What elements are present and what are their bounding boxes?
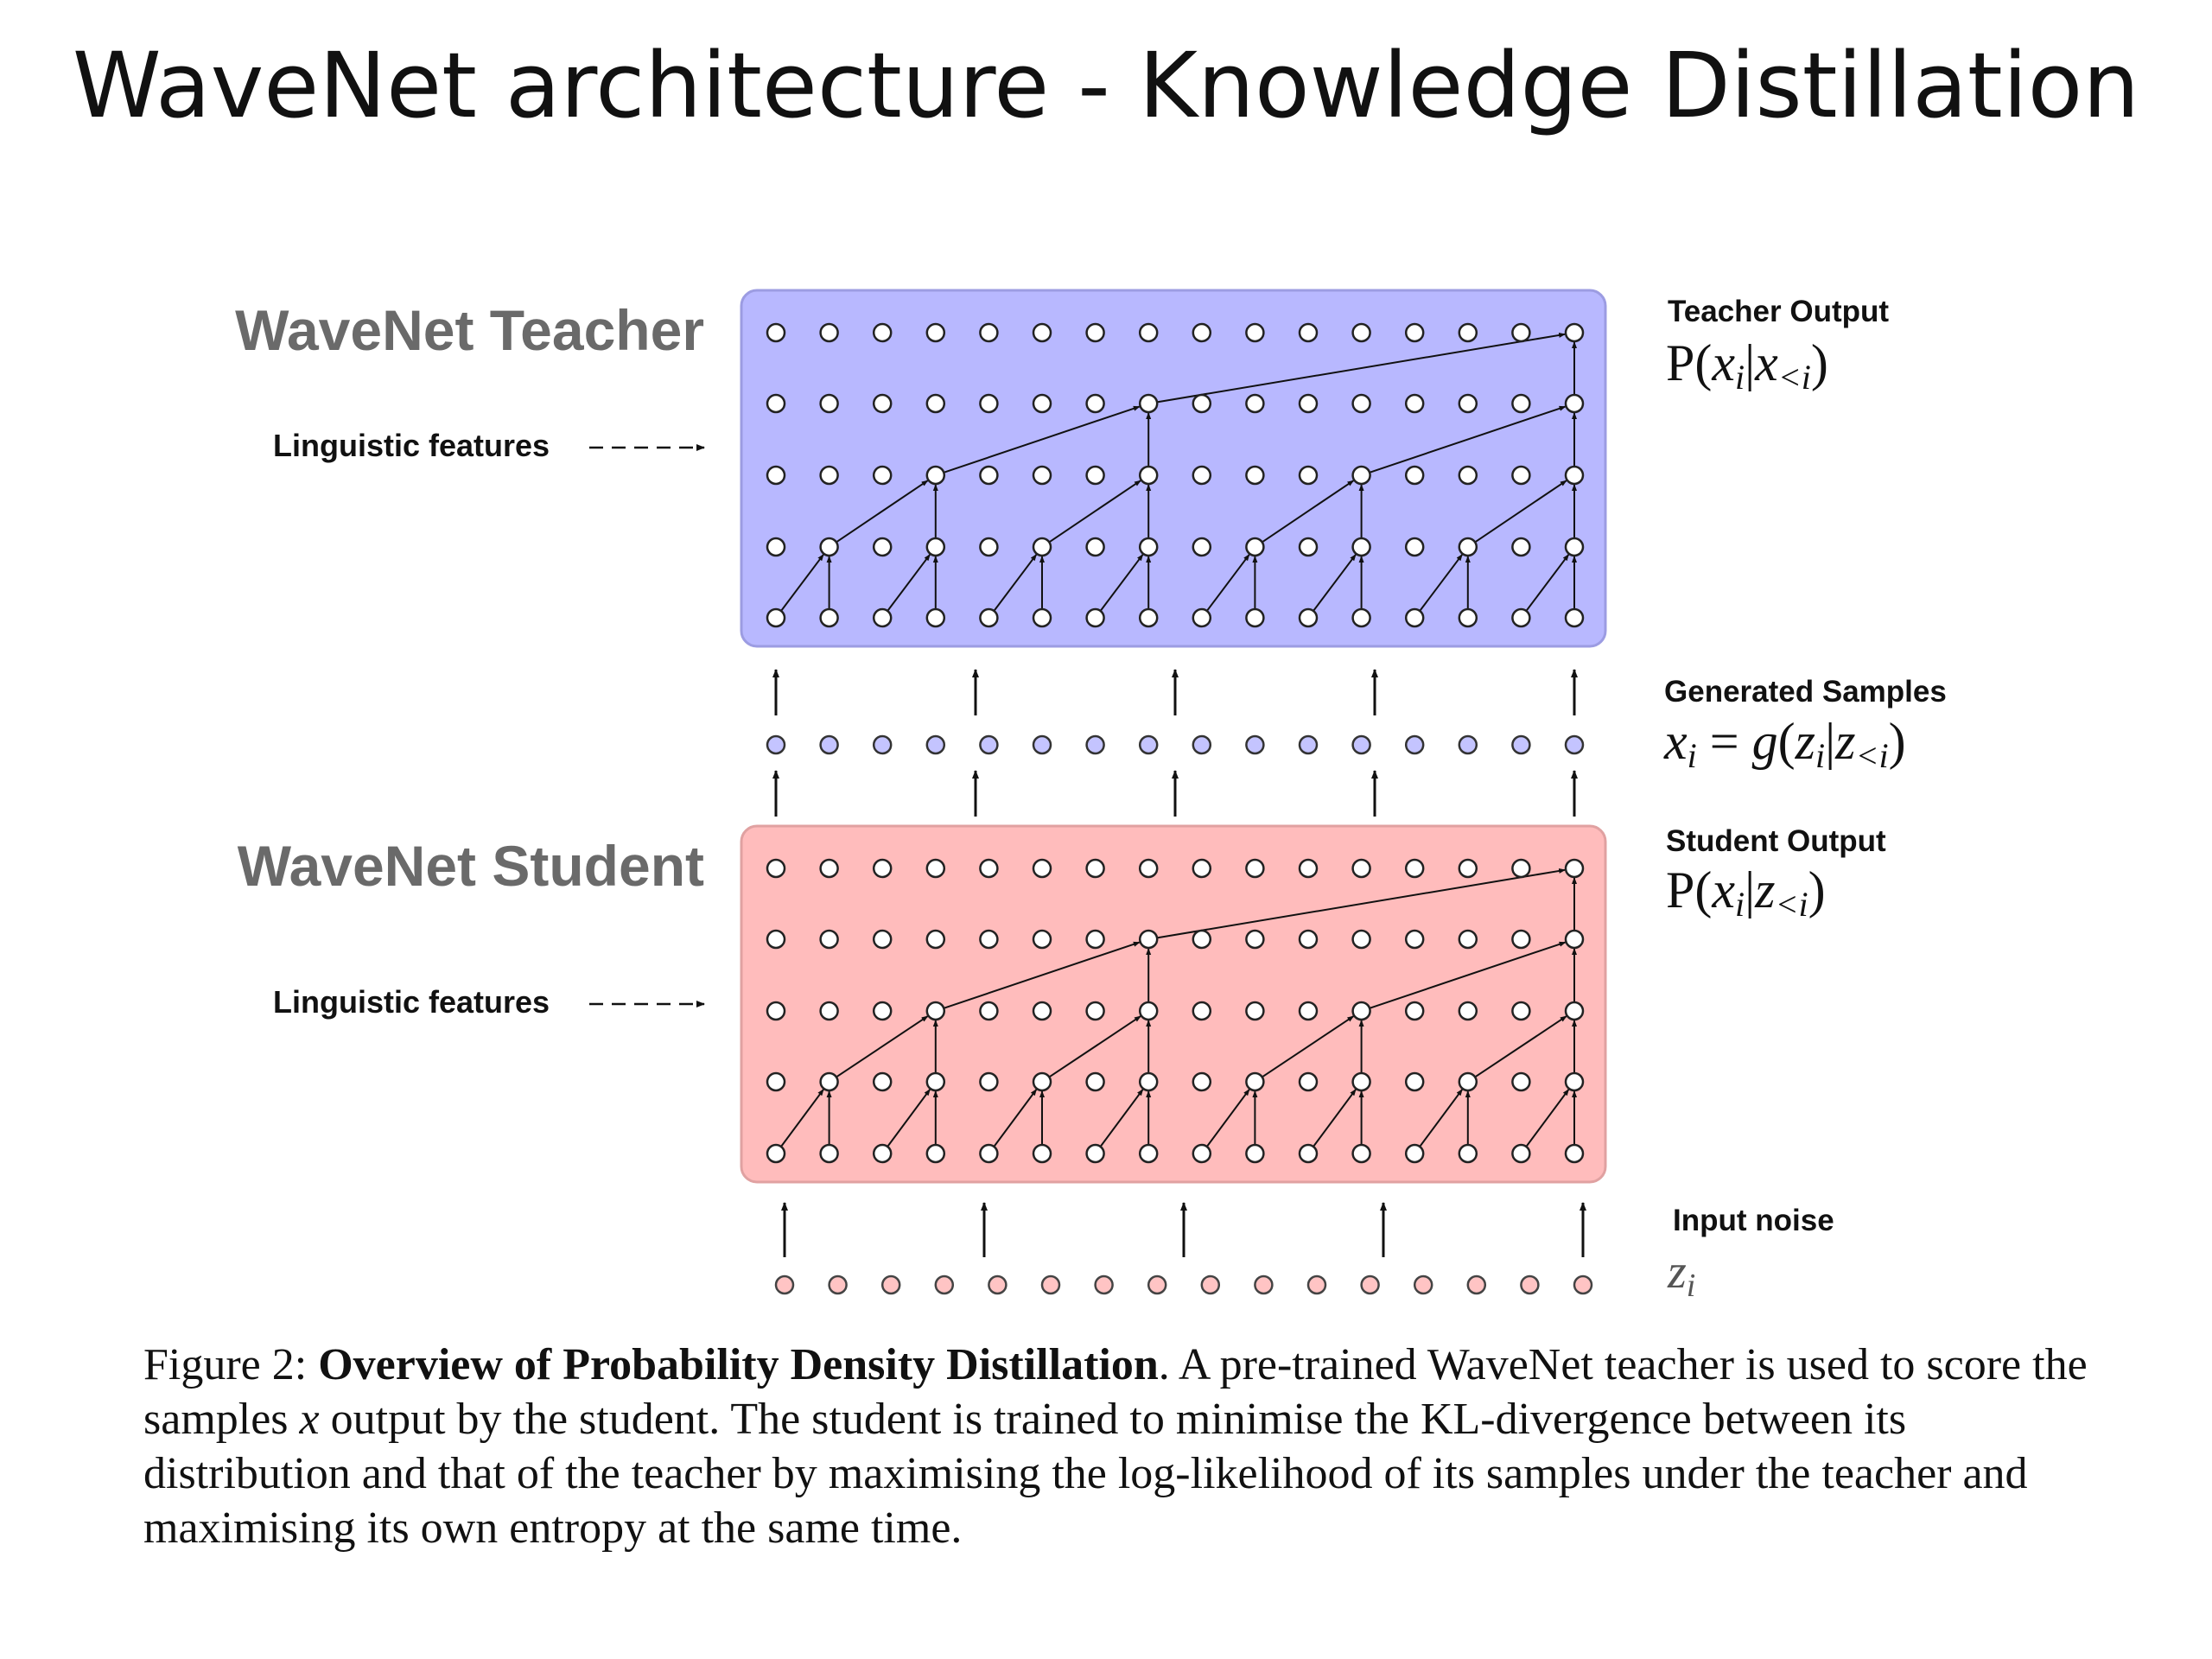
generated-sample-node [821,736,838,753]
student-node [980,1002,997,1020]
teacher-output-formula [1666,334,1828,397]
student-node [767,931,785,948]
student-node [821,1073,838,1090]
teacher-node [1193,467,1211,484]
student-node [1140,860,1157,877]
teacher-node [1406,395,1423,412]
formula-part: z [1795,713,1815,770]
student-node [1353,931,1370,948]
teacher-node [980,609,997,626]
caption-prefix: Figure 2: [143,1340,319,1389]
student-node [927,1073,944,1090]
generated-sample-node [1300,736,1317,753]
formula-part: ) [1808,861,1826,918]
formula-subscript: <i [1777,358,1811,397]
teacher-node [980,324,997,341]
formula-part: | [1825,713,1836,770]
teacher-node [1140,467,1157,484]
teacher-node [821,467,838,484]
teacher-node [1087,324,1104,341]
student-node [1246,860,1263,877]
teacher-node [1459,467,1477,484]
teacher-node [1406,538,1423,556]
student-node [821,860,838,877]
teacher-node [1033,324,1051,341]
student-node [1512,1145,1529,1162]
generated-sample-node [980,736,997,753]
generated-sample-node [1033,736,1051,753]
student-block [741,826,1605,1182]
formula-part: ) [1888,713,1906,770]
teacher-node [874,324,891,341]
teacher-node [1246,609,1263,626]
student-node [767,1002,785,1020]
teacher-node [874,395,891,412]
input-noise-node [1468,1276,1485,1294]
student-label: WaveNet Student [237,834,704,898]
input-noise-row [776,1276,1592,1294]
formula-part: g [1751,713,1778,770]
formula-subscript: i [1687,736,1697,775]
student-node [1459,1073,1477,1090]
teacher-node [1140,395,1157,412]
student-node [1140,931,1157,948]
teacher-node [1087,467,1104,484]
teacher-node [1353,467,1370,484]
teacher-node [980,395,997,412]
teacher-node [927,538,944,556]
teacher-node [1566,538,1583,556]
student-node [980,1145,997,1162]
input-noise-node [1148,1276,1166,1294]
formula-subscript: i [1735,885,1745,924]
student-node [1459,931,1477,948]
student-node [1140,1002,1157,1020]
student-node [1087,860,1104,877]
input-noise-node [988,1276,1006,1294]
teacher-node [1406,467,1423,484]
formula-part: ) [1810,334,1828,391]
teacher-node [1406,609,1423,626]
student-output-formula [1666,861,1826,924]
teacher-node [1300,324,1317,341]
teacher-node [1246,324,1263,341]
caption-text-2: output by the student. The student is trained to minimise the KL-divergence between its distribution and that of the teacher by maximising the log-likelihood of its samples under the teacher and maximising its own entropy at the same time. [143,1395,2028,1553]
teacher-node [1566,395,1583,412]
generated-sample-node [767,736,785,753]
generated-sample-node [1459,736,1477,753]
formula-subscript: i [1735,358,1745,397]
student-node [1087,1073,1104,1090]
student-node [874,1002,891,1020]
student-node [1566,860,1583,877]
teacher-linguistic-label: Linguistic features [273,428,550,463]
student-node [767,1073,785,1090]
teacher-node [767,324,785,341]
student-node [1300,1073,1317,1090]
student-node [1459,1002,1477,1020]
teacher-node [927,324,944,341]
formula-part: P( [1666,334,1713,391]
teacher-output-label: Teacher Output [1668,295,1890,328]
generated-sample-node [1087,736,1104,753]
teacher-node [1140,538,1157,556]
student-node [980,931,997,948]
formula-part: ( [1777,713,1796,770]
formula-part: x [1664,713,1688,770]
student-node [927,860,944,877]
input-noise-node [1308,1276,1325,1294]
student-node [1406,1073,1423,1090]
student-node [821,931,838,948]
student-node [927,1145,944,1162]
teacher-node [1087,395,1104,412]
teacher-node [1566,467,1583,484]
teacher-label: WaveNet Teacher [235,298,704,362]
student-node [874,1145,891,1162]
student-node [1087,1145,1104,1162]
caption-variable: x [299,1395,320,1444]
input-noise-node [1096,1276,1113,1294]
teacher-node [821,395,838,412]
teacher-node [1353,609,1370,626]
formula-part: z [1668,1245,1687,1299]
caption-text-1: . A pre-trained WaveNet teacher is used to score the samples [143,1340,2088,1444]
teacher-node [1087,538,1104,556]
input-noise-node [830,1276,847,1294]
input-noise-node [1202,1276,1219,1294]
teacher-node [821,538,838,556]
teacher-node [1300,395,1317,412]
student-node [1512,860,1529,877]
student-node [1193,1145,1211,1162]
input-noise-node [1255,1276,1272,1294]
formula-part: x [1755,334,1778,391]
teacher-node [1033,538,1051,556]
generated-sample-node [1512,736,1529,753]
input-noise-formula [1667,1245,1695,1304]
teacher-node [1033,609,1051,626]
student-node [1246,1002,1263,1020]
teacher-node [1459,609,1477,626]
teacher-node [1193,609,1211,626]
teacher-node [821,609,838,626]
formula-part: x [1712,861,1735,918]
teacher-node [1566,609,1583,626]
student-node [874,1073,891,1090]
teacher-node [1246,467,1263,484]
formula-subscript: i [1686,1268,1696,1304]
student-node [1459,1145,1477,1162]
teacher-node [1140,324,1157,341]
student-node [1193,1002,1211,1020]
formula-part: | [1745,334,1756,391]
formula-subscript: <i [1855,736,1889,775]
student-node [1193,1073,1211,1090]
student-node [1353,1002,1370,1020]
generated-sample-node [1193,736,1211,753]
student-node [767,1145,785,1162]
input-noise-node [1042,1276,1059,1294]
formula-part: | [1745,861,1756,918]
student-node [1140,1073,1157,1090]
teacher-node [874,467,891,484]
student-node [927,931,944,948]
generated-sample-node [1246,736,1263,753]
student-node [1033,860,1051,877]
student-node [1033,931,1051,948]
teacher-node [1459,538,1477,556]
teacher-node [1140,609,1157,626]
caption-bold: Overview of Probability Density Distillation [318,1340,1159,1389]
formula-part: = [1696,713,1752,770]
student-linguistic-label: Linguistic features [273,984,550,1020]
input-noise-node [1414,1276,1432,1294]
student-node [1033,1073,1051,1090]
teacher-node [927,609,944,626]
teacher-node [821,324,838,341]
teacher-node [1300,609,1317,626]
student-node [1033,1002,1051,1020]
student-node [874,860,891,877]
formula-subscript: <i [1775,885,1808,924]
student-node [1300,1002,1317,1020]
generated-sample-node [1140,736,1157,753]
teacher-node [927,395,944,412]
teacher-node [1353,538,1370,556]
student-node [1087,931,1104,948]
teacher-node [980,467,997,484]
student-node [1512,1002,1529,1020]
input-noise-node [936,1276,953,1294]
student-node [1246,1073,1263,1090]
teacher-node [874,538,891,556]
generated-sample-node [927,736,944,753]
teacher-node [1300,467,1317,484]
student-node [927,1002,944,1020]
teacher-node [767,538,785,556]
teacher-node [1566,324,1583,341]
student-node [1406,1002,1423,1020]
student-node [1193,860,1211,877]
teacher-node [1193,538,1211,556]
teacher-block [741,290,1605,646]
formula-part: z [1755,861,1776,918]
teacher-node [767,609,785,626]
student-node [1246,1145,1263,1162]
generated-sample-node [1353,736,1370,753]
student-node [980,860,997,877]
teacher-node [1406,324,1423,341]
teacher-node [1459,324,1477,341]
teacher-node [874,609,891,626]
input-noise-node [882,1276,899,1294]
teacher-node [1459,395,1477,412]
student-node [1566,1073,1583,1090]
teacher-node [980,538,997,556]
formula-part: x [1712,334,1735,391]
generated-sample-node [1566,736,1583,753]
slide-title: WaveNet architecture - Knowledge Distillation [72,33,2140,138]
student-node [1300,860,1317,877]
input-noise-node [776,1276,793,1294]
teacher-node [1353,324,1370,341]
student-node [821,1145,838,1162]
student-node [1300,1145,1317,1162]
student-node [1353,1073,1370,1090]
student-node [1406,860,1423,877]
teacher-node [1512,538,1529,556]
teacher-node [1193,395,1211,412]
teacher-node [927,467,944,484]
student-node [767,860,785,877]
generated-sample-node [1406,736,1423,753]
teacher-node [1193,324,1211,341]
figure-caption [143,1338,2105,1555]
teacher-node [1033,467,1051,484]
student-output-label: Student Output [1666,824,1886,858]
teacher-node [1087,609,1104,626]
student-node [1300,931,1317,948]
student-node [1512,1073,1529,1090]
student-node [1406,1145,1423,1162]
student-node [874,931,891,948]
student-node [1566,1145,1583,1162]
student-node [1033,1145,1051,1162]
generated-samples-formula [1663,713,1906,775]
teacher-node [1033,395,1051,412]
generated-sample-node [874,736,891,753]
student-node [1459,860,1477,877]
input-noise-label: Input noise [1673,1204,1834,1237]
teacher-node [1512,609,1529,626]
student-node [1353,1145,1370,1162]
teacher-node [1512,395,1529,412]
generated-samples-label: Generated Samples [1664,675,1947,709]
student-node [1246,931,1263,948]
student-node [1566,1002,1583,1020]
teacher-node [1512,467,1529,484]
student-node [1406,931,1423,948]
student-node [1087,1002,1104,1020]
teacher-node [767,467,785,484]
teacher-node [1512,324,1529,341]
student-node [821,1002,838,1020]
teacher-node [1246,395,1263,412]
teacher-node [1353,395,1370,412]
input-noise-node [1574,1276,1592,1294]
formula-subscript: i [1815,736,1826,775]
input-noise-node [1362,1276,1379,1294]
formula-part: P( [1666,861,1713,918]
student-node [1353,860,1370,877]
generated-samples-row [767,736,1583,753]
student-node [1193,931,1211,948]
input-noise-node [1521,1276,1538,1294]
student-node [980,1073,997,1090]
student-node [1512,931,1529,948]
formula-part: z [1835,713,1856,770]
teacher-node [1246,538,1263,556]
student-node [1140,1145,1157,1162]
student-node [1566,931,1583,948]
teacher-node [1300,538,1317,556]
teacher-node [767,395,785,412]
